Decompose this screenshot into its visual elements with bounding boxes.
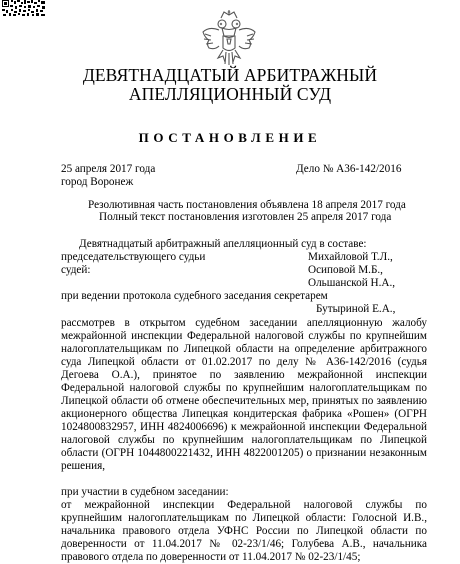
text-line: межрайонной инспекции Федеральной налоговой службы по крупнейшим	[61, 330, 427, 342]
court-name-line1: ДЕВЯТНАДЦАТЫЙ АРБИТРАЖНЫЙ	[82, 65, 378, 85]
judge-name: Ольшанской Н.А.,	[308, 277, 396, 289]
considering-paragraph	[61, 317, 427, 473]
text-line: области (ОГРН 1044800221432, ИНН 4822001205) о признании незаконным	[61, 447, 427, 459]
text-line: Липецкой области об отмене обеспечительных мер, принятых по заявлению	[61, 395, 427, 407]
case-number: Дело № А36-142/2016	[296, 163, 402, 175]
full-text-date: Полный текст постановления изготовлен 25 апреля 2017 года	[99, 211, 392, 223]
text-line: от межрайонной инспекции Федеральной налоговой службы по	[61, 499, 427, 511]
text-line: рассмотрев в открытом судебном заседании апелляционную жалобу	[61, 317, 427, 329]
composition-intro: Девятнадцатый арбитражный апелляционный суд в составе:	[79, 238, 367, 250]
document-title: ПОСТАНОВЛЕНИЕ	[138, 130, 322, 145]
text-line: крупнейшим налогоплательщикам по Липецкой области: Голосной И.В.,	[61, 512, 427, 524]
court-name-line2: АПЕЛЛЯЦИОННЫЙ СУД	[128, 84, 332, 104]
text-line: налогоплательщикам по Липецкой области на определение арбитражного	[61, 343, 427, 355]
presiding-judge-label: председательствующего судьи	[61, 251, 206, 263]
text-line: решения,	[61, 460, 106, 472]
text-line: Дегоева О.А.), принятое по заявлению межрайонной инспекции	[61, 369, 427, 381]
secretary-label: при ведении протокола судебного заседания секретарем	[61, 290, 328, 302]
attendance-label: при участии в судебном заседании:	[61, 486, 229, 498]
qr-code	[2, 0, 46, 17]
presiding-judge-name: Михайловой Т.Л.,	[308, 251, 393, 263]
text-line: 1024800832957, ИНН 4824006696) к межрайонной инспекции Федеральной	[61, 421, 427, 433]
judge-name: Осиповой М.Б.,	[308, 264, 383, 276]
text-line: доверенности от 11.04.2017 № 02-23/1/46; Голубева А.В., начальника	[61, 538, 427, 550]
judges-label: судей:	[61, 264, 91, 276]
text-line: начальника правового отдела УФНС России по Липецкой области по	[61, 525, 427, 537]
operative-part-date: Резолютивная часть постановления объявлена 18 апреля 2017 года	[88, 199, 406, 211]
decision-date: 25 апреля 2017 года	[61, 163, 156, 175]
secretary-name: Бутыриной Е.А.,	[316, 303, 396, 315]
coat-of-arms-icon	[201, 8, 257, 68]
court-name	[0, 66, 460, 104]
attendance-paragraph	[61, 499, 427, 564]
text-line: суда Липецкой области от 01.02.2017 по делу № А36-142/2016 (судья	[61, 356, 427, 368]
text-line: правового отдела по доверенности от 11.04.2017 № 02-23/1/45;	[61, 551, 361, 563]
text-line: Федеральной налоговой службы по крупнейшим налогоплательщикам по	[61, 382, 427, 394]
city: город Воронеж	[61, 176, 134, 188]
text-line: налоговой службы по крупнейшим налогоплательщикам по Липецкой	[61, 434, 427, 446]
text-line: акционерного общества Липецкая кондитерская фабрика «Рошен» (ОГРН	[61, 408, 427, 420]
